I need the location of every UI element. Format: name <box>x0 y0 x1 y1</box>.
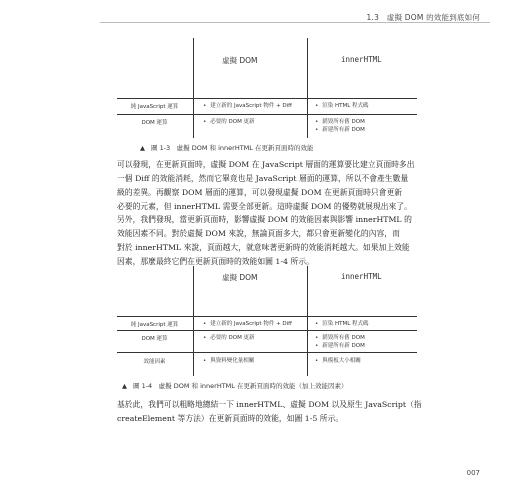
row-dom-inner-1: • 銷毀所有舊 DOM <box>315 334 365 342</box>
column-header-virtual-dom: 虛擬 DOM <box>222 273 258 282</box>
figure-1-3-table <box>117 38 417 138</box>
header-rule <box>100 22 490 23</box>
table-divider <box>307 38 308 138</box>
row-dom-vdom: • 必要的 DOM 更新 <box>203 118 255 126</box>
paragraph-line: 基於此，我們可以粗略地總結一下 innerHTML、虛擬 DOM 以及原生 JavaScript（指 <box>117 400 422 409</box>
paragraph-line: createElement 等方法）在更新頁面時的效能，如圖 1-5 所示。 <box>117 414 344 423</box>
paragraph-line: 對於 innerHTML 來說，頁面越大，就意味著更新時的效能消耗越大。如果加上效能 <box>117 243 410 252</box>
caption-triangle-icon: ▲ <box>140 144 145 152</box>
table-divider <box>117 316 417 317</box>
paragraph-line: 一個 Diff 的效能消耗，然而它畢竟也是 JavaScript 層面的運算，所以不會產生數量 <box>117 174 409 183</box>
figure-1-3-caption: ▲ 圖 1-3 虛擬 DOM 和 innerHTML 在更新頁面時的效能 <box>140 144 314 152</box>
row-js-vdom: • 建立新的 JavaScript 物件 + Diff <box>203 102 292 110</box>
table-divider <box>117 330 417 331</box>
table-divider <box>117 98 417 99</box>
row-label-js: 純 JavaScript 運算 <box>130 322 179 328</box>
row-label-performance: 效能因素 <box>143 359 166 365</box>
paragraph-1 <box>117 158 417 214</box>
paragraph-line: 因素，那麼最終它們在更新頁面時的效能如圖 1-4 所示。 <box>117 257 314 266</box>
row-dom-inner-1: • 銷毀所有舊 DOM <box>315 118 365 126</box>
row-dom-inner-2: • 新建所有新 DOM <box>315 126 365 134</box>
column-header-innerhtml: innerHTML <box>341 272 382 281</box>
row-dom-inner-2: • 新建所有新 DOM <box>315 342 365 350</box>
paragraph-3 <box>117 398 422 426</box>
column-header-virtual-dom: 虛擬 DOM <box>222 56 258 65</box>
table-divider <box>307 266 308 376</box>
paragraph-line: 另外，我們發現，當更新頁面時，影響虛擬 DOM 的效能因素與影響 innerHTML 的 <box>117 215 412 224</box>
page-number: 007 <box>466 469 480 477</box>
row-label-dom: DOM 運算 <box>141 336 168 342</box>
paragraph-2 <box>117 213 417 269</box>
paragraph-line: 級的差異。再觀察 DOM 層面的運算，可以發現虛擬 DOM 在更新頁面時只會更新 <box>117 188 403 197</box>
row-js-inner: • 渲染 HTML 程式碼 <box>315 320 369 328</box>
row-dom-vdom: • 必要的 DOM 更新 <box>203 334 255 342</box>
paragraph-line: 效能因素不同。對於虛擬 DOM 來說，無論頁面多大，都只會更新變化的內容，而 <box>117 229 400 238</box>
paragraph-line: 必要的元素，但 innerHTML 需要全部更新。這時虛擬 DOM 的優勢就展現出來了。 <box>117 202 412 211</box>
row-js-inner: • 渲染 HTML 程式碼 <box>315 102 369 110</box>
running-header: 1.3 虛擬 DOM 的效能到底如何 <box>366 13 480 22</box>
row-js-vdom: • 建立新的 JavaScript 物件 + Diff <box>203 320 292 328</box>
figure-1-4-caption: ▲ 圖 1-4 虛擬 DOM 和 innerHTML 在更新頁面時的效能（加上效能因素） <box>122 382 348 390</box>
row-perf-vdom: • 與資料變化量相關 <box>203 357 254 365</box>
table-divider <box>193 38 194 138</box>
figure-1-4-table <box>117 266 417 376</box>
row-perf-inner: • 與模板大小相關 <box>315 357 361 365</box>
row-label-js: 純 JavaScript 運算 <box>130 104 179 110</box>
row-label-dom: DOM 運算 <box>141 120 168 126</box>
caption-triangle-icon: ▲ <box>122 382 127 390</box>
table-divider <box>117 114 417 115</box>
table-divider <box>193 266 194 376</box>
table-divider <box>117 352 417 353</box>
column-header-innerhtml: innerHTML <box>341 55 382 64</box>
paragraph-line: 可以發現，在更新頁面時，虛擬 DOM 在 JavaScript 層面的運算要比建立頁面時多出 <box>117 160 415 169</box>
